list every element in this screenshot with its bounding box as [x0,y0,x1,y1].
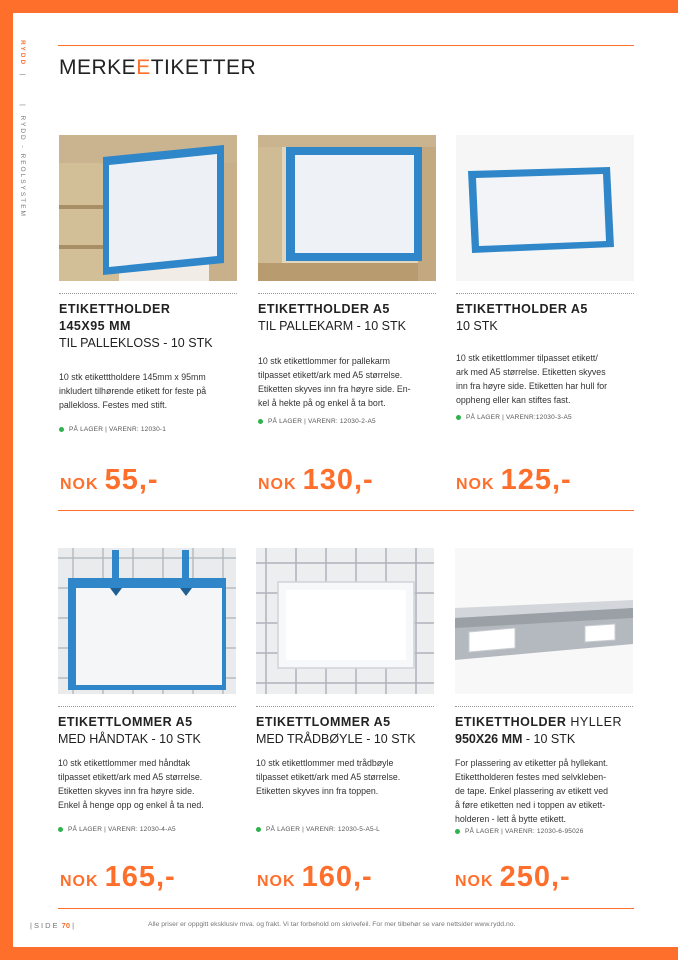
price-1: NOK 55,- [60,464,159,496]
header-rule [58,45,634,46]
stock-info: PÅ LAGER | VARENR: 12030-4-A5 [58,826,236,833]
product-name: ETIKETTLOMMER A5 [256,715,391,729]
product-image-6 [455,548,633,694]
side-brand: RYDD [19,40,26,67]
product-card-3 [456,135,634,421]
bottom-separator [58,908,634,909]
product-description: 10 stk etiketttholdere 145mm x 95mm inkludert tilhørende etikett for feste på pallekloss. Festes med stift. [59,372,207,410]
page-title: MERKEETIKETTER [59,56,257,79]
product-name: ETIKETTHOLDER A5 [258,302,390,316]
product-description: 10 stk etikettlommer med trådbøyle tilpasset etikett/ark med A5 størrelse. Etiketten skyves inn fra toppen. [256,758,401,796]
side-system: RYDD - REOLSYSTEM [19,115,26,218]
price-6: NOK 250,- [455,861,571,893]
product-size: 145X95 MM [59,319,131,333]
dotted-divider [59,293,237,294]
product-subtitle: TIL PALLEKARM - 10 STK [258,319,406,333]
price-5: NOK 160,- [257,861,373,893]
in-stock-icon [258,419,263,424]
price-4: NOK 165,- [60,861,176,893]
product-image-2 [258,135,436,281]
product-card-4 [58,548,236,833]
product-subtitle: MED TRÅDBØYLE - 10 STK [256,732,416,746]
product-name: ETIKETTLOMMER A5 [58,715,193,729]
stock-info: PÅ LAGER | VARENR: 12030-6-95026 [455,828,633,835]
side-vertical-label: RYDD | | RYDD - REOLSYSTEM [19,40,26,218]
price-3: NOK 125,- [456,464,572,496]
in-stock-icon [59,427,64,432]
price-2: NOK 130,- [258,464,374,496]
footer-disclaimer: Alle priser er oppgitt eksklusiv mva. og frakt. Vi tar forbehold om skrivefeil. For mer tilbehør se vare nettsider www.rydd.no. [148,921,516,928]
product-card-1 [59,135,237,433]
in-stock-icon [456,415,461,420]
left-accent-bar [0,0,13,960]
product-subtitle: MED HÅNDTAK - 10 STK [58,732,201,746]
product-name: ETIKETTHOLDER A5 [456,302,588,316]
product-description: 10 stk etikettlommer for pallekarm tilpasset etikett/ark med A5 størrelse. Etiketten skyves inn fra høyre side. En- kel å hekte på og enkel å ta bort. [258,356,411,408]
product-description: 10 stk etikettlommer tilpasset etikett/ ark med A5 størrelse. Etiketten skyves inn fra høyre side. Etiketten har hull for oppheng eller kan stiftes fast. [456,353,608,405]
stock-info: PÅ LAGER | VARENR: 12030-1 [59,426,237,433]
bottom-accent-bar [0,947,678,960]
product-subtitle: TIL PALLEKLOSS - 10 STK [59,336,213,350]
stock-info: PÅ LAGER | VARENR: 12030-2-A5 [258,418,436,425]
stock-info: PÅ LAGER | VARENR: 12030-5-A5-L [256,826,434,833]
product-card-6 [455,548,633,835]
dotted-divider [455,706,633,707]
page-footer: | SIDE 70 | [30,921,75,930]
product-image-5 [256,548,434,694]
product-description: 10 stk etikettlommer med håndtak tilpasset etikett/ark med A5 størrelse. Etiketten skyves inn fra høyre side. Enkel å henge opp og enkel å ta ned. [58,758,204,810]
dotted-divider [58,706,236,707]
top-accent-bar [0,0,678,13]
stock-info: PÅ LAGER | VARENR:12030-3-A5 [456,414,634,421]
in-stock-icon [256,827,261,832]
product-name: ETIKETTHOLDER HYLLER [455,715,622,729]
page-number: 70 [61,921,70,930]
product-card-2 [258,135,436,425]
product-subtitle: 10 STK [456,319,498,333]
row-separator [58,510,634,511]
product-image-3 [456,135,634,281]
product-name: ETIKETTHOLDER [59,302,171,316]
product-description: For plassering av etiketter på hyllekant. Etikettholderen festes med selvkleben- de tape. Enkel plassering av etikett ved å føre etiketten ned i toppen av etikett- holderen - lett å bytte etikett. [455,758,609,824]
product-subtitle: 950X26 MM - 10 STK [455,732,576,746]
product-image-4 [58,548,236,694]
in-stock-icon [455,829,460,834]
product-image-1 [59,135,237,281]
product-card-5 [256,548,434,833]
in-stock-icon [58,827,63,832]
dotted-divider [456,293,634,294]
dotted-divider [258,293,436,294]
dotted-divider [256,706,434,707]
